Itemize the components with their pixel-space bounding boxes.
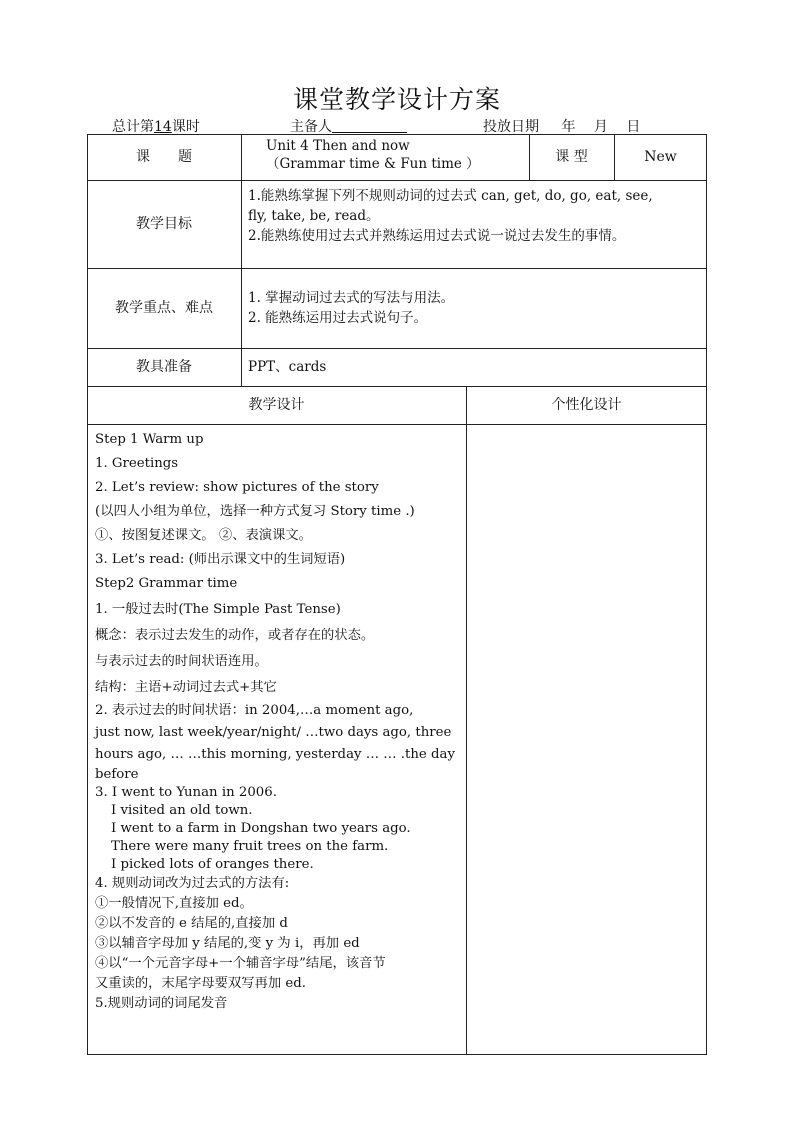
- content-line: ③以辅音字母加 y 结尾的,变 y 为 i，再加 ed: [95, 936, 360, 951]
- content-line: I picked lots of oranges there.: [111, 857, 314, 872]
- tools-value: PPT、cards: [248, 358, 327, 375]
- goals-value: [248, 186, 704, 246]
- preparer-blank: [332, 118, 407, 133]
- content-line: 3. Let’s read: (师出示课文中的生词短语): [95, 552, 346, 567]
- goals-line-2: fly, take, be, read。: [248, 208, 380, 224]
- type-value: New: [644, 148, 677, 165]
- year-label: 年: [561, 119, 576, 135]
- key-line-2: 2. 能熟练运用过去式说句子。: [248, 310, 428, 326]
- design-header: 教学设计: [248, 396, 305, 413]
- content-line: 结构：主语+动词过去式+其它: [95, 680, 277, 695]
- date-label: 投放日期: [483, 119, 539, 135]
- type-label: 课 型: [555, 148, 588, 165]
- content-line: 与表示过去的时间状语连用。: [95, 654, 268, 669]
- content-line: ①一般情况下,直接加 ed。: [95, 896, 253, 911]
- content-line: 5.规则动词的词尾发音: [95, 996, 228, 1011]
- goals-label: 教学目标: [136, 215, 192, 232]
- content-line: ①、按图复述课文。 ②、表演课文。: [95, 528, 312, 543]
- preparer-label: 主备人: [290, 119, 332, 135]
- personalized-header: 个性化设计: [551, 396, 622, 413]
- design-content: [95, 428, 461, 1014]
- total-suffix: 课时: [171, 119, 200, 135]
- content-line: I visited an old town.: [111, 803, 253, 818]
- content-line: 2. 表示过去的时间状语：in 2004,…a moment ago,: [95, 703, 414, 718]
- topic-line-2: （Grammar time & Fun time ）: [266, 155, 480, 172]
- content-line: 3. I went to Yunan in 2006.: [95, 785, 277, 800]
- topic-value: [250, 138, 525, 173]
- content-line: 又重读的，末尾字母要双写再加 ed.: [95, 976, 306, 991]
- content-line: 概念：表示过去发生的动作，或者存在的状态。: [95, 628, 375, 643]
- topic-line-1: Unit 4 Then and now: [266, 138, 410, 154]
- content-line: 2. Let’s review: show pictures of the story: [95, 480, 379, 495]
- key-points-value: [248, 288, 704, 328]
- content-line: 1. 一般过去时(The Simple Past Tense): [95, 602, 341, 617]
- content-line: Step2 Grammar time: [95, 576, 238, 591]
- content-line: I went to a farm in Dongshan two years ago.: [111, 821, 411, 836]
- day-label: 日: [626, 119, 641, 135]
- release-date: [483, 116, 640, 136]
- content-line: There were many fruit trees on the farm.: [111, 839, 389, 854]
- key-points-label: 教学重点、难点: [115, 299, 213, 316]
- content-line: ④以“一个元音字母+一个辅音字母”结尾，该音节: [95, 956, 386, 971]
- content-line: before: [95, 767, 139, 782]
- month-label: 月: [593, 119, 608, 135]
- goals-line-3: 2.能熟练使用过去式并熟练运用过去式说一说过去发生的事情。: [248, 228, 626, 244]
- content-line: 4. 规则动词改为过去式的方法有:: [95, 876, 290, 891]
- topic-label: 课 题: [136, 148, 192, 165]
- content-line: just now, last week/year/night/ …two days ago, three: [95, 725, 452, 740]
- content-line: hours ago, … …this morning, yesterday … … .the day: [95, 747, 455, 762]
- content-line: ②以不发音的 e 结尾的,直接加 d: [95, 916, 288, 931]
- total-prefix: 总计第: [112, 119, 154, 135]
- goals-line-1: 1.能熟练掌握下列不规则动词的过去式 can, get, do, go, eat, see,: [248, 188, 653, 204]
- content-line: Step 1 Warm up: [95, 432, 204, 447]
- personalized-design-area[interactable]: [467, 425, 706, 1054]
- key-line-1: 1. 掌握动词过去式的写法与用法。: [248, 290, 455, 306]
- tools-label: 教具准备: [136, 358, 192, 375]
- lesson-count: [112, 116, 200, 136]
- content-line: (以四人小组为单位，选择一种方式复习 Story time .): [95, 504, 415, 519]
- content-line: 1. Greetings: [95, 456, 179, 471]
- preparer: [290, 116, 407, 136]
- page-title: 课堂教学设计方案: [292, 85, 501, 114]
- lesson-number: 14: [154, 119, 172, 135]
- column-divider: [241, 134, 242, 386]
